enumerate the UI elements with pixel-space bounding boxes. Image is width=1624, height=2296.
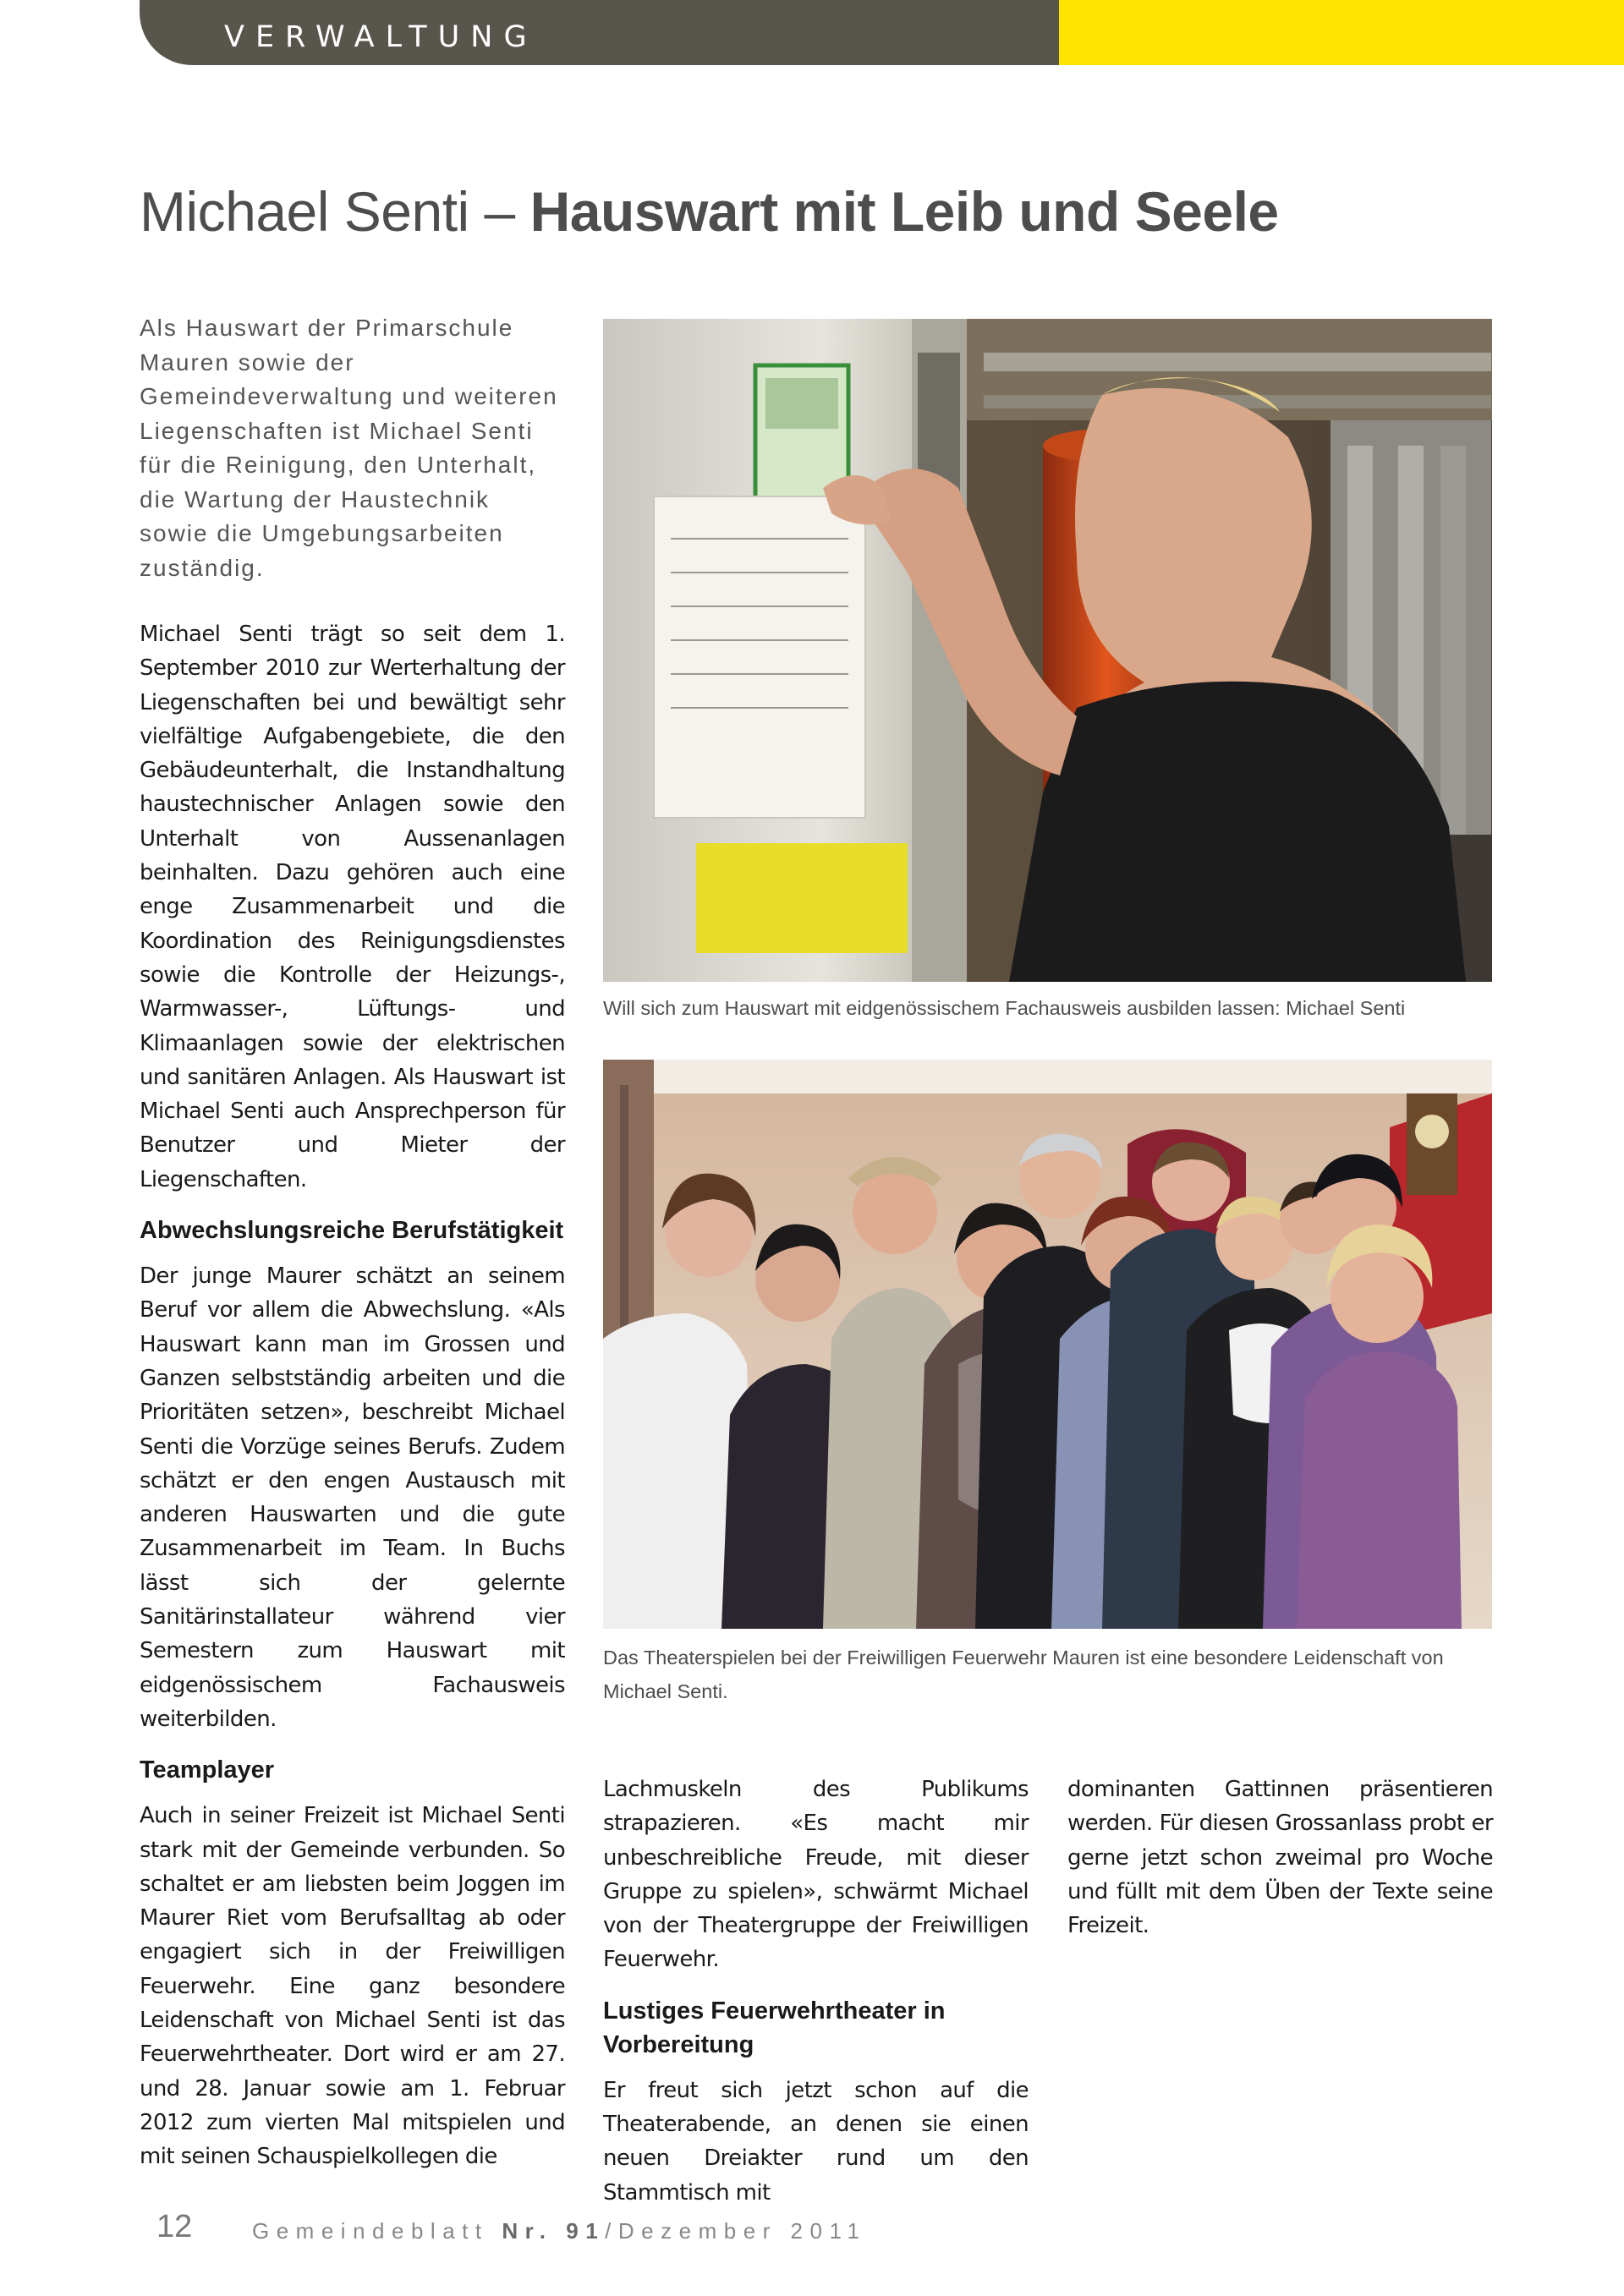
publication-line — [252, 2218, 866, 2244]
issue-date: /Dezember 2011 — [605, 2218, 867, 2244]
text-column-right — [1067, 1773, 1493, 2145]
lead-paragraph: Als Hauswart der Primarschule Mauren sowie der Gemeindeverwaltung und weiteren Liegenschaften ist Michael Senti für die Reinigung, den Unterhalt, die Wartung der Haustechnik sowie die Umgebungsarbeiten zuständig. — [140, 315, 558, 581]
page-number: 12 — [156, 2209, 193, 2244]
body-paragraph: dominanten Gattinnen präsentieren werden. Für diesen Grossanlass probt er gerne jetzt schon zweimal pro Woche und füllt mit dem Üben der Texte seine Freizeit. — [1067, 1777, 1493, 1939]
page-title — [140, 179, 1279, 244]
subheading: Lustiges Feuerwehrtheater in Vorbereitung — [603, 1997, 946, 2058]
subheading: Teamplayer — [140, 1756, 275, 1784]
body-paragraph: Michael Senti trägt so seit dem 1. September 2010 zur Werterhaltung der Liegenschaften bei und bewältigt sehr vielfältige Aufgabengebiete, die den Gebäudeunterhalt, die Instandhaltung haustechnischer Anlagen sowie den Unterhalt von Aussenanlagen beinhalten. Dazu gehören auch eine enge Zusammenarbeit und die Koordination des Reinigungsdienstes sowie die Kontrolle der Heizungs-, Warmwasser-, Lüftungs- und Klimaanlagen sowie der elektrischen und sanitären Anlagen. Als Hauswart ist Michael Senti auch Ansprechperson für Benutzer und Mieter der Liegenschaften. — [140, 622, 565, 1192]
body-paragraph: Lachmuskeln des Publikums strapazieren. «Es macht mir unbeschreibliche Freude, mit dieser Gruppe zu spielen», schwärmt Michael von der Theatergruppe der Freiwilligen Feuerwehr. — [603, 1777, 1029, 1973]
body-paragraph: Der junge Maurer schätzt an seinem Beruf vor allem die Abwechslung. «Als Hauswart kann man im Grossen und Ganzen selbstständig arbeiten und die Prioritäten setzen», beschreibt Michael Senti die Vorzüge seines Berufs. Zudem schätzt er den engen Austausch mit anderen Hauswarten und die gute Zusammenarbeit im Team. In Buchs lässt sich der gelernte Sanitärinstallateur während vier Semestern zum Hauswart mit eidgenössischem Fachausweis weiterbilden. — [140, 1263, 565, 1732]
photo-theatre-group — [603, 1060, 1492, 1629]
photo-hauswart-boiler-room — [603, 319, 1492, 982]
boiler-room-illustration — [603, 319, 1492, 982]
header-accent-stripe — [1059, 0, 1624, 65]
issue-number: Nr. 91 — [502, 2218, 606, 2244]
title-headline: Hauswart mit Leib und Seele — [529, 180, 1279, 243]
photo-caption: Das Theaterspielen bei der Freiwilligen Feuerwehr Mauren ist eine besondere Leidenschaft von Michael Senti. — [603, 1647, 1444, 1702]
body-paragraph: Auch in seiner Freizeit ist Michael Senti stark mit der Gemeinde verbunden. So schaltet er am liebsten beim Joggen im Maurer Riet vom Berufsalltag ab oder engagiert sich in der Freiwilligen Feuerwehr. Eine ganz besondere Leidenschaft von Michael Senti ist das Feuerwehrtheater. Dort wird er am 27. und 28. Januar sowie am 1. Februar 2012 zum vierten Mal mitspielen und mit seinen Schauspielkollegen die — [140, 1803, 565, 2170]
title-name: Michael Senti – — [140, 180, 530, 243]
text-column-left — [140, 617, 565, 2170]
photo-caption: Will sich zum Hauswart mit eidgenössischem Fachausweis ausbilden lassen: Michael Senti — [603, 997, 1406, 1019]
body-paragraph: Er freut sich jetzt schon auf die Theaterabende, an denen sie einen neuen Dreiakter rund um den Stammtisch mit — [603, 2077, 1029, 2206]
publication-name: Gemeindeblatt — [252, 2218, 502, 2244]
text-column-middle — [603, 1773, 1029, 2206]
subheading: Abwechslungsreiche Berufstätigkeit — [140, 1217, 564, 1245]
theatre-group-illustration — [603, 1060, 1492, 1629]
section-label: VERWALTUNG — [224, 20, 538, 54]
